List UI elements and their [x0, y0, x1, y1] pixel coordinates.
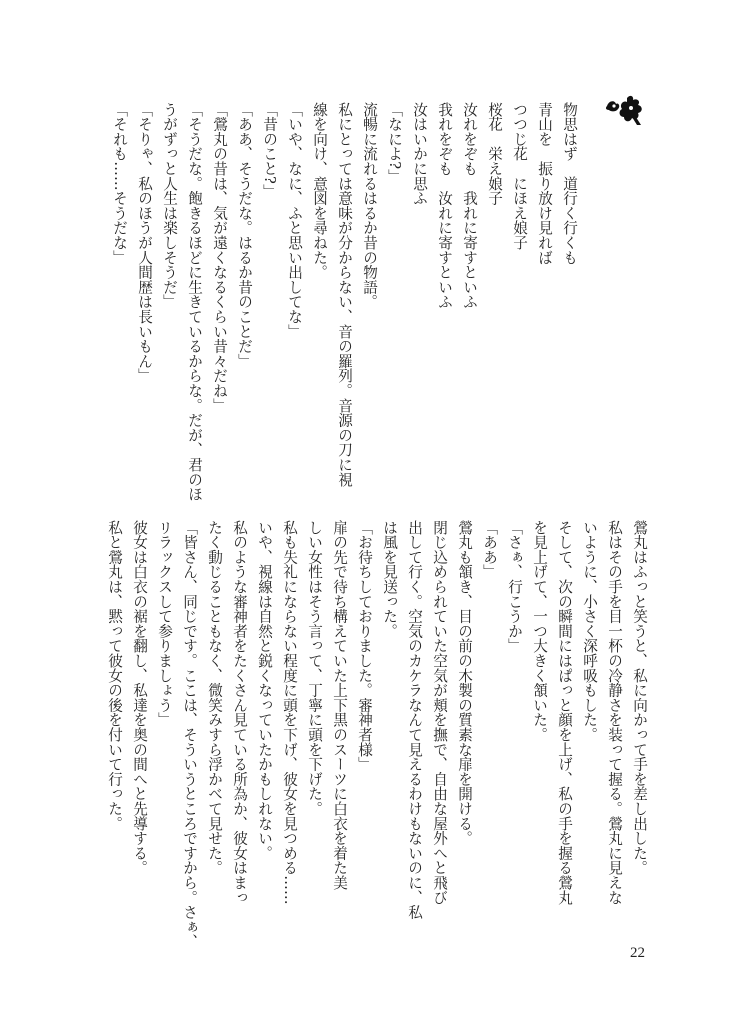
bottom-text-section — [102, 520, 652, 950]
text-line: は風を見送った。 — [381, 520, 398, 639]
text-line: 私にとっては意味が分からない、音の羅列。音源の刀に視 — [336, 102, 353, 487]
text-line: 「さぁ、行こうか」 — [506, 520, 523, 654]
text-line: 「鶯丸の昔は、気が遠くなるくらい昔々だね」 — [211, 102, 228, 413]
text-line: 「そりゃ、私のほうが人間歴は長いもん」 — [136, 102, 153, 384]
text-line: 「昔のこと?」 — [261, 102, 278, 199]
poem-line: 我れをぞも 汝れに寄すといふ — [436, 102, 453, 310]
text-line: しい女性はそう言って、丁寧に頭を下げた。 — [306, 520, 323, 816]
text-line: 私はその手を目一杯の冷静さを装って握る。鶯丸に見えな — [606, 520, 623, 905]
text-line: 「ああ」 — [481, 520, 498, 580]
text-line: 「いや、なに、ふと思い出してな」 — [286, 102, 303, 339]
page-number: 22 — [630, 945, 645, 961]
text-line: 鶯丸も頷き、目の前の木製の質素な扉を開ける。 — [456, 520, 473, 846]
text-line: 彼女は白衣の裾を翻し、私達を奥の間へと先導する。 — [131, 520, 148, 876]
flower-icon — [603, 92, 647, 128]
top-text-section — [107, 102, 582, 502]
text-line: いや、視線は自然と鋭くなっていたかもしれない。 — [256, 520, 273, 861]
text-line: 「なによ?」 — [386, 102, 403, 185]
text-line: うがずっと人生は楽しそうだ」 — [161, 102, 178, 310]
poem-line: 青山を 振り放け見れば — [536, 102, 553, 265]
text-line: を見上げて、一つ大きく頷いた。 — [531, 520, 548, 742]
text-line: 「それも……そうだな」 — [111, 102, 128, 265]
text-line: 「ああ、そうだな。はるか昔のことだ」 — [236, 102, 253, 369]
text-line: 線を向け、意図を尋ねた。 — [311, 102, 328, 280]
text-line: 「皆さん、同じです。ここは、そういうところですから。さぁ、 — [181, 520, 198, 950]
text-line: リラックスして参りましょう」 — [156, 520, 173, 728]
text-line: たく動じることもなく、微笑みすら浮かべて見せた。 — [206, 520, 223, 876]
text-line: 扉の先で待ち構えていた上下黒のスーツに白衣を着た美 — [331, 520, 348, 890]
text-line: いように、小さく深呼吸もした。 — [581, 520, 598, 742]
poem-line: 汝れをぞも 我れに寄すといふ — [461, 102, 478, 310]
text-line: 閉じ込められていた空気が頬を撫で、自由な屋外へと飛び — [431, 520, 448, 905]
text-line: 私のような審神者をたくさん見ている所為か、彼女はまっ — [231, 520, 248, 905]
text-line: 流暢に流れるはるか昔の物語。 — [361, 102, 378, 310]
text-line: 鶯丸はふっと笑うと、私に向かって手を差し出した。 — [631, 520, 648, 876]
poem-line: 汝はいかに思ふ — [411, 102, 428, 206]
text-line: そして、次の瞬間にはぱっと顔を上げ、私の手を握る鶯丸 — [556, 520, 573, 905]
poem-line: 物思はず 道行く行くも — [561, 102, 578, 265]
poem-line: 桜花 栄え娘子 — [486, 102, 503, 206]
text-line: 「お待ちしておりました。審神者様」 — [356, 520, 373, 772]
poem-line: つつじ花 にほえ娘子 — [511, 102, 528, 250]
text-line: 私と鶯丸は、黙って彼女の後を付いて行った。 — [106, 520, 123, 831]
text-line: 出して行く。空気のカケラなんて見えるわけもないのに、私 — [406, 520, 423, 920]
text-line: 私も失礼にならない程度に頭を下げ、彼女を見つめる…… — [281, 520, 298, 905]
text-line: 「そうだな。飽きるほどに生きているからな。だが、君のほ — [186, 102, 203, 502]
